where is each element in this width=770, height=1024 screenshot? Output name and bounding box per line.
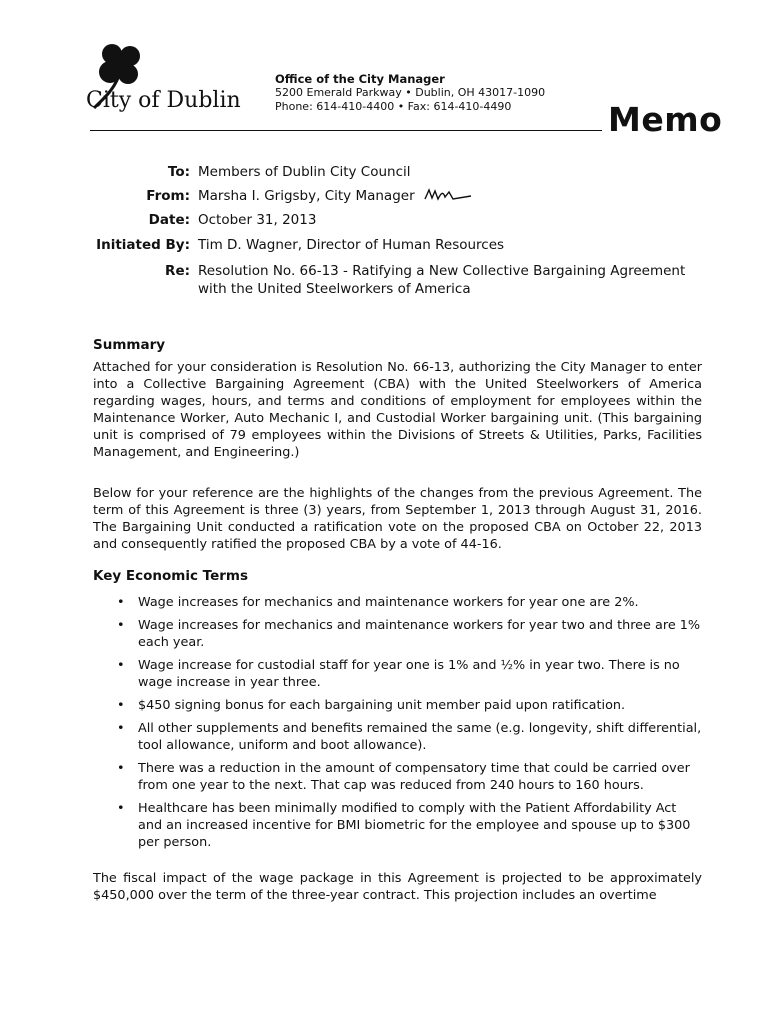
office-title: Office of the City Manager [275,72,445,86]
summary-paragraph-1: Attached for your consideration is Resolution No. 66-13, authorizing the City Manager to enter into a Collective Bargaining Agreement (CBA) with the United Steelworkers of America regarding wages, hours, and terms and conditions of employment for employees within the Maintenance Worker, Auto Mechanic I, and Custodial Worker bargaining unit. (This bargaining unit is comprised of 79 employees within the Divisions of Streets & Utilities, Parks, Facilities Management, and Engineering.) [93,360,702,460]
re-label: Re: [165,263,190,279]
city-name-logotype: City of Dublin [86,88,241,113]
office-address-block [275,72,545,114]
to-value: Members of Dublin City Council [198,164,411,180]
to-label: To: [167,164,190,180]
bullet-icon: • [117,761,125,776]
bullet-icon: • [117,698,125,713]
bullet-icon: • [117,721,125,736]
key-terms-list [93,594,702,857]
from-value-wrap [198,187,708,205]
from-value: Marsha I. Grigsby, City Manager [198,188,415,204]
list-item: • All other supplements and benefits remained the same (e.g. longevity, shift differential, tool allowance, uniform and boot allowance). [117,721,702,753]
key-terms-heading: Key Economic Terms [93,568,248,584]
list-item: • $450 signing bonus for each bargaining unit member paid upon ratification. [117,698,626,713]
signature-initials-icon [423,187,473,203]
list-item: • Healthcare has been minimally modified to comply with the Patient Affordability Act and an increased incentive for BMI biometric for the employee and spouse up to $300 per person. [117,801,691,850]
list-item: • Wage increase for custodial staff for year one is 1% and ½% in year two. There is no wage increase in year three. [117,658,680,690]
letterhead-rule [90,130,602,131]
list-item: • Wage increases for mechanics and maintenance workers for year two and three are 1% each year. [117,618,701,650]
summary-paragraph-2: Below for your reference are the highlights of the changes from the previous Agreement. The term of this Agreement is three (3) years, from September 1, 2013 through August 31, 2016. The Bargaining Unit conducted a ratification vote on the proposed CBA on October 22, 2013 and consequently ratified the proposed CBA by a vote of 44-16. [93,486,702,552]
summary-heading: Summary [93,337,166,353]
initiated-by-value: Tim D. Wagner, Director of Human Resources [198,237,505,253]
office-address: 5200 Emerald Parkway • Dublin, OH 43017-1090 [275,86,546,99]
date-label: Date: [148,212,190,228]
fiscal-impact-paragraph: The fiscal impact of the wage package in this Agreement is projected to be approximately $450,000 over the term of the three-year contract. This projection includes an overtime [93,871,702,903]
bullet-icon: • [117,595,125,610]
from-label: From: [146,188,190,204]
bullet-icon: • [117,801,125,816]
initiated-by-label: Initiated By: [96,237,190,253]
office-phone-fax: Phone: 614-410-4400 • Fax: 614-410-4490 [275,100,512,113]
bullet-icon: • [117,618,125,633]
re-value: Resolution No. 66-13 - Ratifying a New Collective Bargaining Agreement with the United Steelworkers of America [198,263,686,297]
date-value: October 31, 2013 [198,212,317,228]
bullet-icon: • [117,658,125,673]
list-item: • There was a reduction in the amount of compensatory time that could be carried over from one year to the next. That cap was reduced from 240 hours to 160 hours. [117,761,690,793]
memo-title: Memo [608,100,723,139]
list-item: • Wage increases for mechanics and maintenance workers for year one are 2%. [117,595,639,610]
